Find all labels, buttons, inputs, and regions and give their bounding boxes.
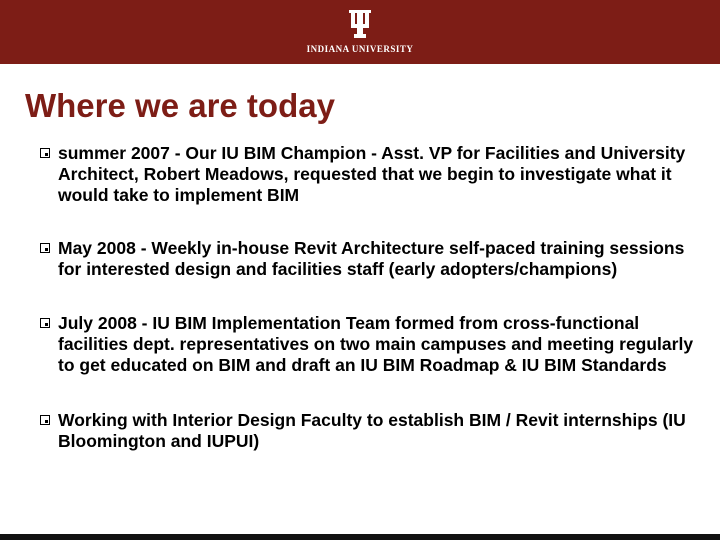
footer-divider (0, 534, 720, 540)
iu-trident-icon (345, 10, 375, 38)
bullet-text: July 2008 - IU BIM Implementation Team formed from cross-functional facilities dept. representatives on two main campuses and meeting regularly to get educated on BIM and draft an IU BIM Roadmap & IU BIM Standards (58, 313, 694, 375)
bullet-text: May 2008 - Weekly in-house Revit Architecture self-paced training sessions for interested design and facilities staff (early adopters/champions) (58, 238, 685, 279)
list-item (40, 143, 700, 206)
list-item (40, 410, 700, 452)
checkbox-bullet-icon (40, 148, 50, 158)
slide-title: Where we are today (25, 87, 335, 124)
bullet-text: summer 2007 - Our IU BIM Champion - Asst. VP for Facilities and University Architect, Robert Meadows, requested that we begin to investigate what it would take to implement BIM (58, 143, 686, 205)
bullet-list (40, 143, 700, 452)
header-banner (0, 0, 720, 64)
checkbox-bullet-icon (40, 318, 50, 328)
list-item (40, 238, 700, 280)
checkbox-bullet-icon (40, 415, 50, 425)
university-name: INDIANA UNIVERSITY (306, 44, 414, 54)
checkbox-bullet-icon (40, 243, 50, 253)
list-item (40, 313, 700, 376)
bullet-text: Working with Interior Design Faculty to establish BIM / Revit internships (IU Bloomington and IUPUI) (58, 410, 686, 451)
